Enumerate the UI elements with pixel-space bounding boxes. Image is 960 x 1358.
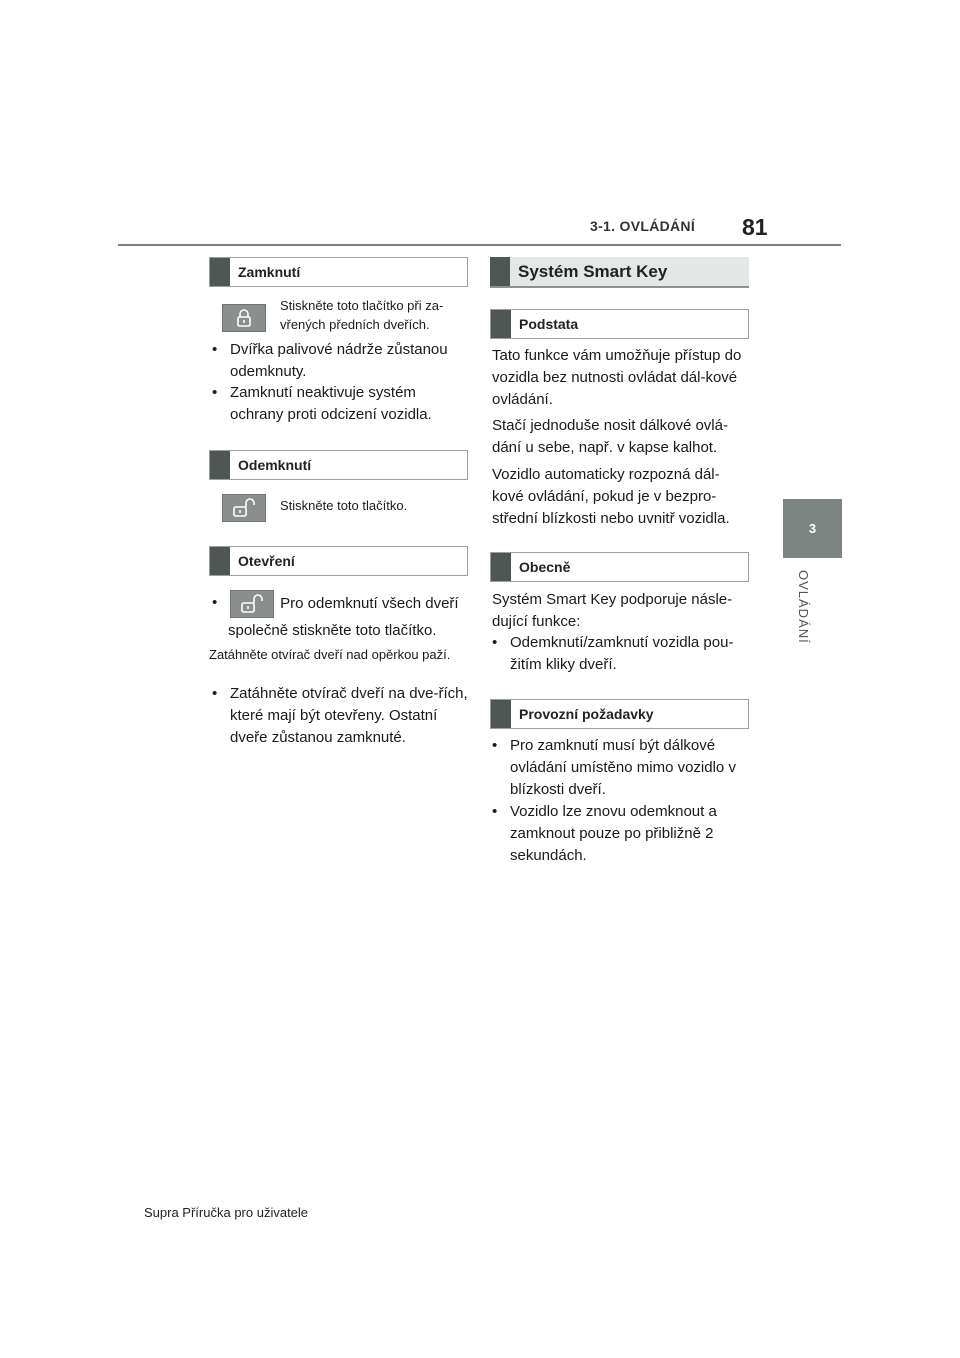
requirements-bullet-text: Vozidlo lze znovu odemknout a zamknout pouze po přibližně 2 sekundách. <box>510 803 717 864</box>
general-bullet <box>492 632 752 676</box>
open-bullet-text: Zatáhněte otvírač dveří na dve-řích, které mají být otevřeny. Ostatní dveře zůstanou zamknuté. <box>230 685 468 746</box>
heading-bar <box>210 547 230 575</box>
unlock-button-image <box>230 590 274 618</box>
heading-requirements-text: Provozní požadavky <box>519 706 654 722</box>
heading-bar <box>491 310 511 338</box>
section-title: 3-1. OVLÁDÁNÍ <box>590 218 696 234</box>
unlock-button-image <box>222 494 266 522</box>
bullet-dot: • <box>212 594 218 611</box>
paragraph: Stačí jednoduše nosit dálkové ovlá-dání u sebe, např. v kapse kalhot. <box>492 417 728 456</box>
chapter-tab: 3 <box>783 499 842 558</box>
heading-unlock-text: Odemknutí <box>238 457 312 473</box>
heading-requirements <box>490 699 749 729</box>
requirements-bullet-text: Pro zamknutí musí být dálkové ovládání umístěno mimo vozidlo v blízkosti dveří. <box>510 737 736 798</box>
chapter-label: OVLÁDÁNÍ <box>796 570 811 644</box>
heading-unlock <box>209 450 468 480</box>
page-number: 81 <box>742 214 768 240</box>
heading-bar <box>491 700 511 728</box>
bullet-dot: • <box>212 685 218 702</box>
lock-closed-icon <box>233 307 255 329</box>
paragraph: Systém Smart Key podporuje násle-dující funkce: <box>492 591 733 630</box>
heading-basis <box>490 309 749 339</box>
paragraph: Tato funkce vám umožňuje přístup do vozidla bez nutnosti ovládat dál-kové ovládání. <box>492 347 742 408</box>
heading-bar <box>491 553 511 581</box>
lock-bullet <box>212 339 467 383</box>
heading-general <box>490 552 749 582</box>
lock-open-icon <box>239 593 265 615</box>
heading-smart-key-text: Systém Smart Key <box>518 261 668 281</box>
bullet-dot: • <box>492 634 498 651</box>
lock-bullet-text: Zamknutí neaktivuje systém ochrany proti odcizení vozidla. <box>230 384 432 423</box>
heading-open <box>209 546 468 576</box>
bullet-dot: • <box>492 803 498 820</box>
requirements-bullet <box>492 801 750 867</box>
heading-bar <box>490 257 510 286</box>
heading-bar <box>210 258 230 286</box>
lock-open-icon <box>231 497 257 519</box>
open-bullet-text: Pro odemknutí všech dveří společně stiskněte toto tlačítko. <box>228 594 459 639</box>
bullet-dot: • <box>212 341 218 358</box>
bullet-dot: • <box>212 384 218 401</box>
general-bullet-text: Odemknutí/zamknutí vozidla pou-žitím kliky dveří. <box>510 634 734 673</box>
footer-text: Supra Příručka pro uživatele <box>144 1205 309 1220</box>
bullet-dot: • <box>492 737 498 754</box>
heading-bar <box>210 451 230 479</box>
unlock-instruction: Stiskněte toto tlačítko. <box>280 498 408 513</box>
requirements-bullet <box>492 735 750 801</box>
heading-smart-key <box>490 257 749 288</box>
heading-lock-text: Zamknutí <box>238 264 301 280</box>
lock-button-image <box>222 304 266 332</box>
heading-general-text: Obecně <box>519 559 571 575</box>
paragraph: Vozidlo automaticky rozpozná dál-kové ovládání, pokud je v bezpro-střední blízkosti nebo uvnitř vozidla. <box>492 466 730 527</box>
open-bullet <box>212 683 472 749</box>
heading-open-text: Otevření <box>238 553 295 569</box>
lock-instruction: Stiskněte toto tlačítko při za-vřených předních dveřích. <box>280 298 444 332</box>
open-note: Zatáhněte otvírač dveří nad opěrkou paží. <box>209 647 451 662</box>
open-bullet <box>212 590 472 644</box>
heading-basis-text: Podstata <box>519 316 579 332</box>
header-rule <box>118 244 841 246</box>
lock-bullet-text: Dvířka palivové nádrže zůstanou odemknuty. <box>230 341 448 380</box>
heading-lock <box>209 257 468 287</box>
lock-bullet <box>212 382 467 426</box>
